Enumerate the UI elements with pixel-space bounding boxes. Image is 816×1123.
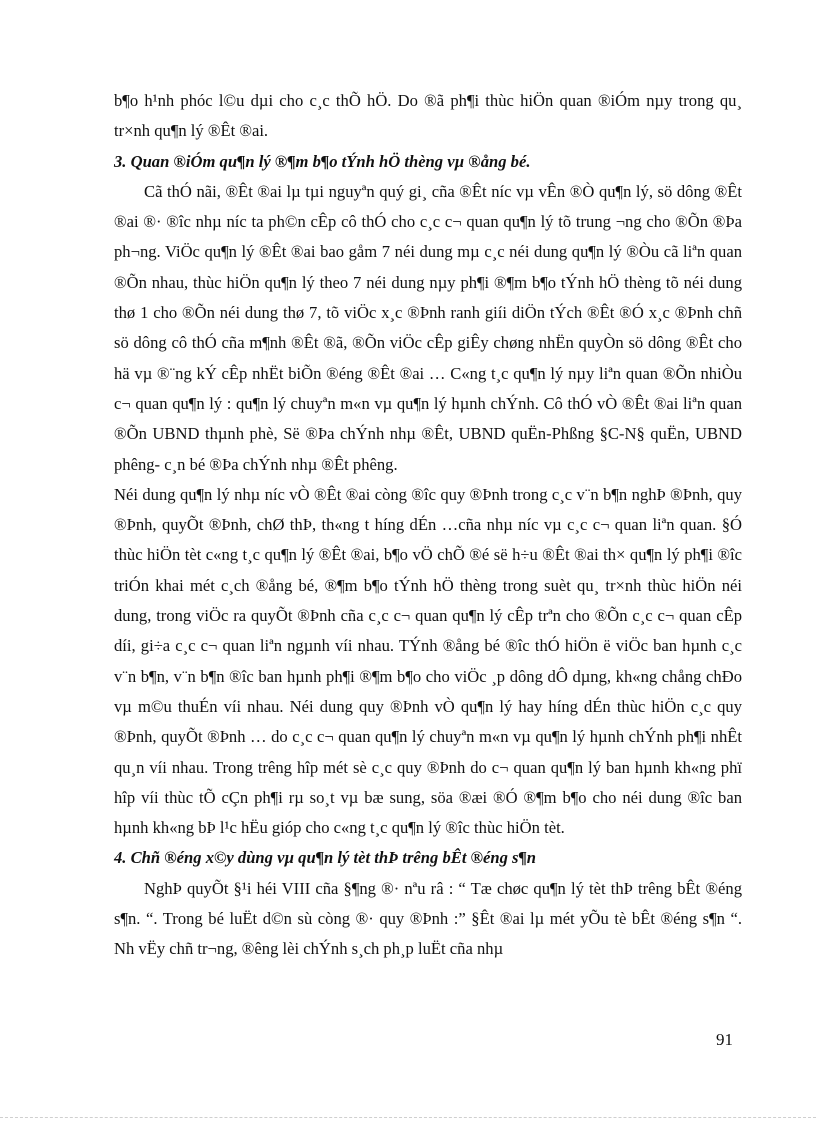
section-heading-3: 3. Quan ®iÓm qu¶n lý ®¶m b¶o tÝnh hÖ thèng vµ ®ång bé. (114, 151, 531, 171)
document-page (114, 86, 742, 965)
section-heading-4: 4. Chñ ®éng x©y dùng vµ qu¶n lý tèt thÞ trêng bÊt ®éng s¶n (114, 848, 537, 868)
page-number: 91 (716, 1030, 733, 1049)
page-bottom-divider (0, 1117, 816, 1118)
paragraph-body: NghÞ quyÕt §¹i héi VIII cña §¶ng ®· nªu râ : “ Tæ chøc qu¶n lý tèt thÞ trêng bÊt ®éng s¶n. “. Trong bé luËt d©n sù còng ®· quy ®Þnh :” §Êt ®ai lµ mét yÕu tè bÊt ®éng s¶n “. Nh vËy chñ tr¬ng, ®êng lèi chÝnh s¸ch ph¸p luËt cña nhµ (114, 878, 742, 959)
paragraph-continuation: b¶o h¹nh phóc l©u dµi cho c¸c thÕ hÖ. Do ®ã ph¶i thùc hiÖn quan ®iÓm nµy trong qu¸ tr×nh qu¶n lý ®Êt ®ai. (114, 91, 742, 141)
paragraph-body: Néi dung qu¶n lý nhµ níc vÒ ®Êt ®ai còng ®îc quy ®Þnh trong c¸c v¨n b¶n nghÞ ®Þnh, quy ®Þnh, quyÕt ®Þnh, chØ thÞ, th«ng t híng dÉn …cña nhµ níc vµ c¸c c¬ quan liªn quan. §Ó thùc hiÖn tèt c«ng t¸c qu¶n lý ®Êt ®ai, b¶o vÖ chÕ ®é së h÷u ®Êt ®ai th× qu¶n lý ph¶i ®îc triÓn khai mét c¸ch ®ång bé, ®¶m b¶o tÝnh hÖ thèng trong suèt qu¸ tr×nh thùc hiÖn néi dung, trong viÖc ra quyÕt ®Þnh cña c¸c c¬ quan qu¶n lý cÊp trªn cho ®Õn c¸c c¬ quan cÊp díi, gi÷a c¸c c¬ quan liªn ngµnh víi nhau. TÝnh ®ång bé ®îc thÓ hiÖn ë viÖc ban hµnh c¸c v¨n b¶n, v¨n b¶n ®îc ban hµnh ph¶i ®¶m b¶o cho viÖc ¸p dông dÔ dµng, kh«ng chång chÐo vµ m©u thuÉn víi nhau. Néi dung quy ®Þnh vÒ qu¶n lý hay híng dÉn thùc hiÖn c¸c quy ®Þnh, quyÕt ®Þnh … do c¸c c¬ quan qu¶n lý chuyªn m«n vµ qu¶n lý hµnh chÝnh ph¶i nhÊt qu¸n víi nhau. Trong trêng hîp mét sè c¸c quy ®Þnh do c¬ quan qu¶n lý ban hµnh kh«ng phï hîp víi thùc tÕ cÇn ph¶i rµ so¸t vµ bæ sung, söa ®æi ®Ó ®¶m b¶o cho néi dung ®îc ban hµnh kh«ng bÞ l¹c hËu gióp cho c«ng t¸c qu¶n lý ®îc thùc hiÖn tèt. (114, 484, 742, 838)
paragraph-body: Cã thÓ nãi, ®Êt ®ai lµ tµi nguyªn quý gi¸ cña ®Êt níc vµ vÊn ®Ò qu¶n lý, sö dông ®Êt ®ai ®· ®îc nhµ níc ta ph©n cÊp cô thÓ cho c¸c c¬ quan qu¶n lý tõ trung ¬ng cho ®Õn ®Þa ph¬ng. ViÖc qu¶n lý ®Êt ®ai bao gåm 7 néi dung mµ c¸c néi dung qu¶n lý ®Òu cã liªn quan ®Õn nhau, thùc hiÖn qu¶n lý theo 7 néi dung nµy ph¶i ®¶m b¶o tÝnh hÖ thèng tõ néi dung thø 1 cho ®Õn néi dung thø 7, tõ viÖc x¸c ®Þnh ranh giíi diÖn tÝch ®Êt ®Ó x¸c ®Þnh chñ sö dông cô thÓ cña m¶nh ®Êt ®ã, ®Õn viÖc cÊp giÊy chøng nhËn quyÒn sö dông ®Êt cho hä vµ ®¨ng kÝ cÊp nhËt biÕn ®éng ®Êt ®ai … C«ng t¸c qu¶n lý nµy liªn quan ®Õn nhiÒu c¬ quan qu¶n lý : qu¶n lý chuyªn m«n vµ qu¶n lý hµnh chÝnh. Cô thÓ vÒ ®Êt ®ai liªn quan ®Õn UBND thµnh phè, Së ®Þa chÝnh nhµ ®Êt, UBND quËn-Phßng §C-N§ quËn, UBND phêng- c¸n bé ®Þa chÝnh nhµ ®Êt phêng. (114, 181, 742, 474)
